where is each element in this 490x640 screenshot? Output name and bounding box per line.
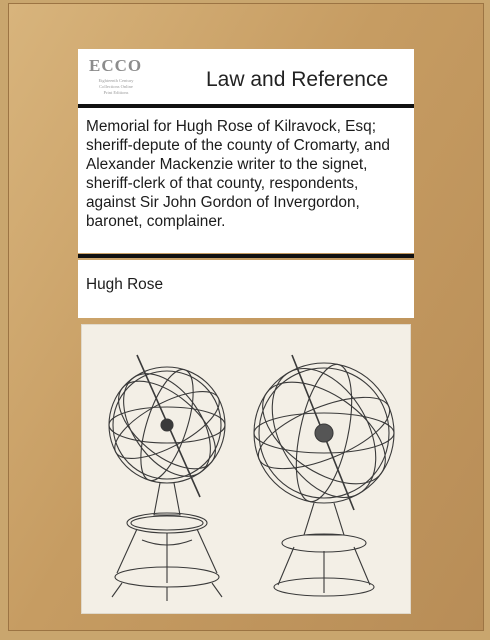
rule-bottom xyxy=(78,254,414,258)
author-name: Hugh Rose xyxy=(86,276,163,293)
ecco-logo-subline: Print Editions xyxy=(103,90,129,95)
series-panel xyxy=(78,49,414,107)
left-armillary-sphere xyxy=(103,355,230,601)
title-panel xyxy=(78,108,414,253)
book-title: Memorial for Hugh Rose of Kilravock, Esq; sheriff-depute of the county of Cromarty, and Alexander Mackenzie writer to the signet, sheriff-clerk of that county, respondents, against Sir John Gordon of Invergordon, baronet, complainer. xyxy=(86,118,390,230)
ecco-logo-subline: Eighteenth Century xyxy=(98,78,134,83)
armillary-spheres-drawing xyxy=(82,325,412,615)
right-armillary-sphere xyxy=(245,350,403,596)
series-title: Law and Reference xyxy=(206,68,389,91)
ecco-logo-subline: Collections Online xyxy=(99,84,133,89)
ecco-logo-text: ECCO xyxy=(89,56,143,75)
ecco-logo xyxy=(83,54,149,102)
author-panel xyxy=(78,260,414,318)
armillary-sphere-illustration xyxy=(81,324,411,614)
